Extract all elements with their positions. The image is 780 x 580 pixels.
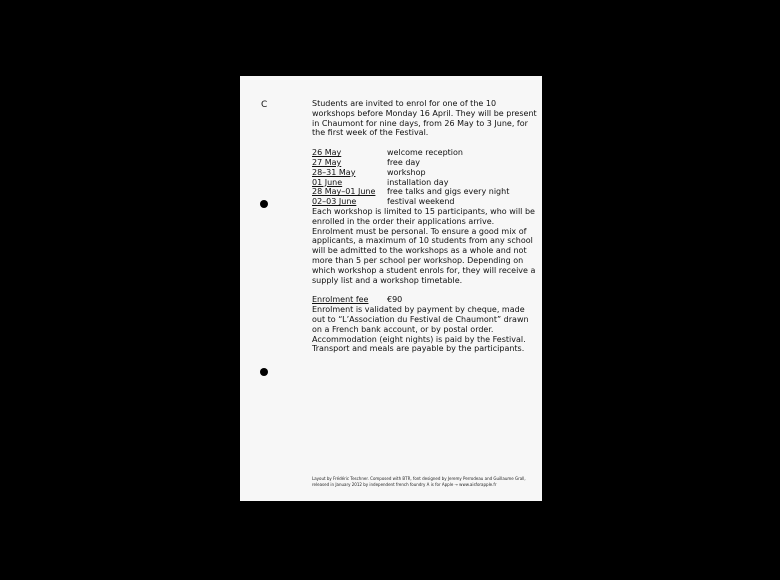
colophon: Layout by Frédéric Teschner. Composed with BTR, font designed by Jeremy Perrodeau and Guillaume Grall, released in January 2012 by independent french foundry A is for Apple → www.aisforapple.fr: [312, 476, 526, 487]
body-text: [312, 99, 537, 354]
schedule-event: welcome reception: [387, 148, 463, 158]
schedule-row: [312, 178, 537, 188]
intro-paragraph: Students are invited to enrol for one of the 10 workshops before Monday 16 April. They will be present in Chaumont for nine days, from 26 May to 3 June, for the first week of the Festival.: [312, 99, 537, 138]
schedule-date: 26 May: [312, 148, 342, 158]
page-marker: C: [261, 100, 268, 110]
schedule-date: 27 May: [312, 157, 342, 167]
schedule-row: [312, 197, 537, 207]
schedule-event: installation day: [387, 177, 449, 187]
schedule-date: 28 May–01 June: [312, 187, 376, 197]
schedule-row: [312, 148, 537, 158]
schedule-date: 01 June: [312, 177, 343, 187]
limits-paragraph: Each workshop is limited to 15 participants, who will be enrolled in the order their applications arrive. Enrolment must be personal. To ensure a good mix of applicants, a maximum of 10 students from any school will be admitted to the workshops as a whole and not more than 5 per school per workshop. Depending on which workshop a student enrols for, they will receive a supply list and a workshop timetable.: [312, 206, 536, 285]
fee-value: €90: [387, 295, 403, 305]
schedule-event: festival weekend: [387, 197, 455, 207]
schedule-event: free day: [387, 157, 421, 167]
schedule-row: [312, 168, 537, 178]
payment-paragraph: Enrolment is validated by payment by cheque, made out to “L’Association du Festival de Chaumont” drawn on a French bank account, or by postal order. Accommodation (eight nights) is paid by the Festival. Transport and meals are payable by the participants.: [312, 305, 529, 354]
fee-row: [312, 295, 537, 305]
fee-label: Enrolment fee: [312, 295, 369, 305]
schedule-list: [312, 148, 537, 207]
document-page: [240, 76, 542, 501]
schedule-event: free talks and gigs every night: [387, 187, 510, 197]
schedule-row: [312, 187, 537, 197]
schedule-event: workshop: [387, 167, 426, 177]
schedule-date: 02–03 June: [312, 197, 357, 207]
punch-hole-icon: [260, 200, 268, 208]
punch-hole-icon: [260, 368, 268, 376]
schedule-date: 28–31 May: [312, 167, 356, 177]
schedule-row: [312, 158, 537, 168]
